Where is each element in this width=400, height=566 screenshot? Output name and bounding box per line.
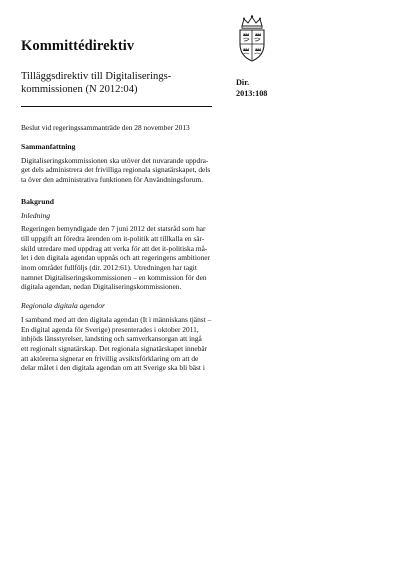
dir-number: 2013:108: [236, 88, 268, 98]
text-line: namnet Digitaliseringskommissionen – en kommission för den: [21, 272, 207, 282]
document-body: [21, 142, 273, 382]
summary-heading: Sammanfattning: [21, 142, 76, 151]
regional-paragraph: [21, 315, 273, 373]
text-line: inbjöds länsstyrelser, landsting och samverkansorgan att ingå: [21, 334, 202, 344]
subtitle-line: Tilläggsdirektiv till Digitaliserings-: [21, 71, 172, 82]
text-line: inom området fullföljs (dir. 2012:61). Utredningen har tagit: [21, 263, 197, 273]
text-line: I samband med att den digitala agendan (It i människans tjänst –: [21, 314, 212, 324]
intro-paragraph: [21, 224, 273, 292]
text-line: att aktörerna signerar en frivillig avsiktsförklaring om att de: [21, 353, 199, 363]
text-line: En digital agenda för Sverige) presenterades i oktober 2011,: [21, 324, 199, 334]
directive-number-block: [236, 78, 267, 99]
document-title: Kommittédirektiv: [21, 38, 135, 54]
text-line: let i den digitala agendan uppnås och att regeringens ambitioner: [21, 253, 211, 263]
text-line: ta över den administrativa funktionen för Användningsforum.: [21, 175, 204, 185]
text-line: Regeringen bemyndigade den 7 juni 2012 det statsråd som har: [21, 224, 206, 234]
header-divider: [21, 106, 212, 107]
coat-of-arms-icon: [232, 14, 272, 64]
background-heading: Bakgrund: [21, 196, 54, 206]
decision-line: Beslut vid regeringssammanträde den 28 november 2013: [21, 123, 190, 132]
regional-subheading: Regionala digitala agendor: [21, 301, 105, 311]
text-line: Digitaliseringskommissionen ska utöver det nuvarande uppdra-: [21, 155, 209, 165]
text-line: till uppgift att föredra ärenden om it-politik att tillkalla en sär-: [21, 233, 205, 243]
text-line: skild utredare med uppdrag att verka för att det it-politiska må-: [21, 243, 208, 253]
intro-subheading: Inledning: [21, 210, 51, 220]
document-subtitle: [21, 70, 221, 97]
subtitle-line: kommissionen (N 2012:04): [21, 84, 138, 96]
text-line: get dels administrera det frivilliga regionala signatärskapet, dels: [21, 165, 211, 175]
summary-paragraph: [21, 156, 273, 185]
text-line: digitala agendan, nedan Digitaliseringskommissionen.: [21, 282, 182, 292]
dir-label: Dir.: [236, 78, 250, 87]
text-line: delar målet i den digitala agendan om att Sverige ska bli bäst i: [21, 363, 205, 373]
text-line: ett regionalt signatärskap. Det regionala signatärskapet innebär: [21, 343, 208, 353]
